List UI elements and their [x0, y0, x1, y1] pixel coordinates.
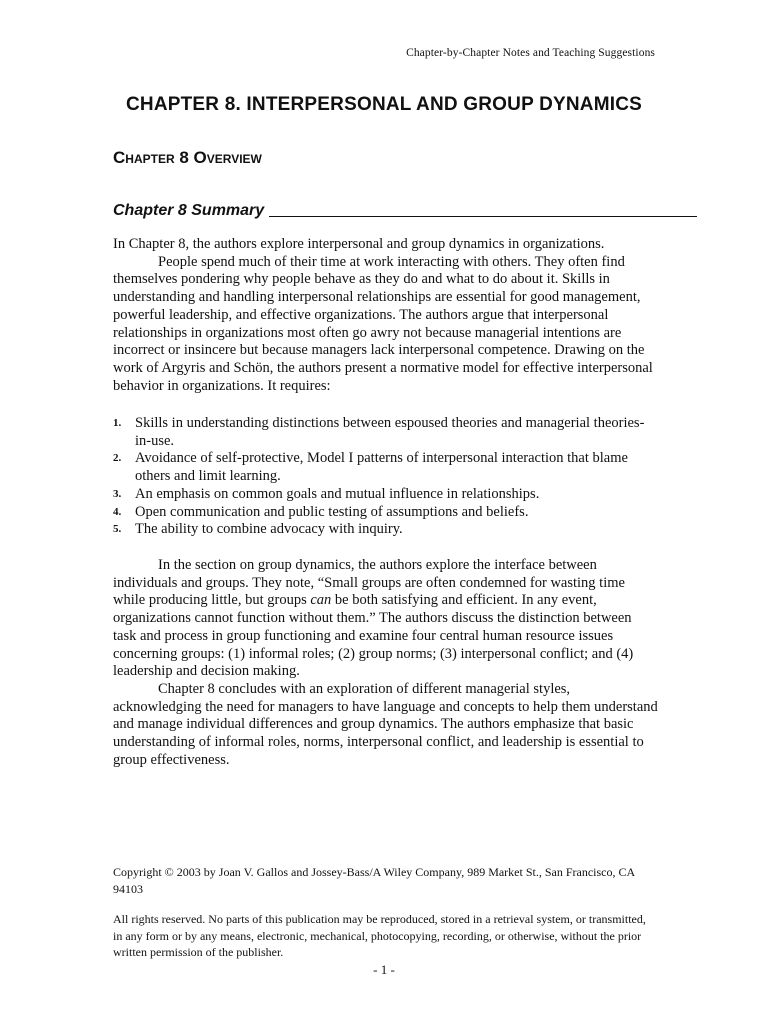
list-item [113, 486, 658, 504]
list-item-text: An emphasis on common goals and mutual influence in relationships. [135, 485, 540, 502]
group-paragraph-emphasis: can [310, 592, 332, 609]
list-item-number: 2. [113, 452, 122, 465]
list-item-number: 5. [113, 523, 122, 536]
group-paragraph-end: be both satisfying and efficient. In any event, organizations cannot function without them.” The authors discuss the distinction between task and process in group functioning and examine four central human resource issues concerning groups: (1) informal roles; (2) group norms; (3) interpersonal conflict; and (4) leadership and decision making. [113, 592, 634, 680]
running-header: Chapter-by-Chapter Notes and Teaching Suggestions [406, 47, 655, 59]
summary-heading [113, 202, 697, 220]
requirements-list-container [113, 415, 658, 539]
list-item [113, 504, 658, 522]
list-item-number: 1. [113, 417, 122, 429]
summary-heading-rule [269, 216, 697, 217]
list-item-text: The ability to combine advocacy with inquiry. [135, 521, 403, 538]
group-dynamics-paragraph [113, 557, 658, 681]
requirements-list [113, 415, 658, 539]
overview-heading: Chapter 8 Overview [113, 148, 262, 167]
summary-heading-text: Chapter 8 Summary [113, 202, 265, 219]
list-item-text: Skills in understanding distinctions between espoused theories and managerial theories-in-use. [135, 415, 645, 449]
list-item-number: 4. [113, 505, 122, 518]
rights-notice: All rights reserved. No parts of this publication may be reproduced, stored in a retrieval system, or transmitted, in any form or by any means, electronic, mechanical, photocopying, recording, or otherwise, without the prior written permission of the publisher. [113, 912, 646, 959]
list-item [113, 450, 658, 485]
chapter-title: CHAPTER 8. INTERPERSONAL AND GROUP DYNAMICS [125, 94, 643, 115]
summary-paragraph: People spend much of their time at work interacting with others. They often find themselves pondering why people behave as they do and what to do about it. Skills in understanding and handling interpersonal relationships are essential for good management, powerful leadership, and effective organizations. The authors argue that interpersonal relationships in organizations most often go awry not because managerial intentions are incorrect or insincere but because managers lack interpersonal competence. Drawing on the work of Argyris and Schön, the authors present a normative model for effective interpersonal behavior in organizations. It requires: [113, 253, 653, 394]
closing-paragraph: Chapter 8 concludes with an exploration of different managerial styles, acknowledging the need for managers to have language and concepts to help them understand and manage individual differences and group dynamics. The authors emphasize that basic understanding of informal roles, norms, interpersonal conflict, and leadership is essential to group effectiveness. [113, 680, 658, 768]
group-paragraph-start: In the section on group dynamics, the authors explore the interface between individuals and groups. They note, “Small groups are often condemned for wasting time while producing little, but groups [113, 557, 625, 609]
copyright-notice: Copyright © 2003 by Joan V. Gallos and Jossey-Bass/A Wiley Company, 989 Market St., San Francisco, CA 94103 [113, 865, 635, 896]
list-item-number: 3. [113, 487, 122, 500]
summary-body [113, 236, 658, 395]
page-number: - 1 - [373, 962, 395, 977]
list-item [113, 521, 658, 539]
group-dynamics-section [113, 557, 658, 769]
list-item-text: Open communication and public testing of assumptions and beliefs. [135, 503, 529, 520]
list-item [113, 415, 658, 450]
list-item-text: Avoidance of self-protective, Model I patterns of interpersonal interaction that blame others and limit learning. [135, 450, 628, 485]
summary-intro-line: In Chapter 8, the authors explore interpersonal and group dynamics in organizations. [113, 236, 605, 252]
